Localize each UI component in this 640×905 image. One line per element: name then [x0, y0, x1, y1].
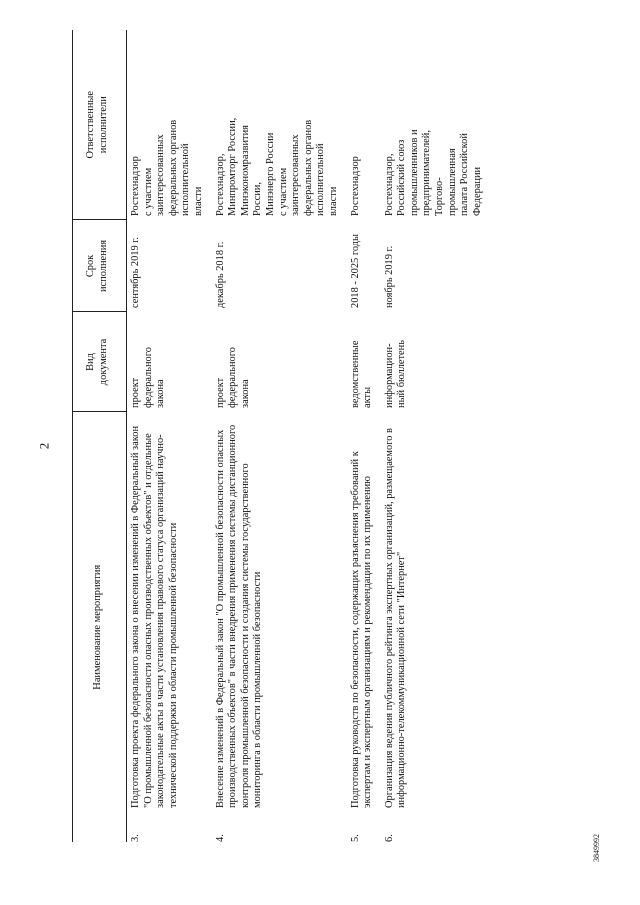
header-deadline: Срок исполнения	[73, 220, 127, 312]
document-type: проект федерального закона	[130, 347, 167, 408]
table-header-row	[73, 30, 127, 842]
header-document-type: Вид документа	[73, 312, 127, 412]
activity-name: Подготовка руководств по безопасности, содержащих разъяснения требований к экспертам и экспертным организациям и рекомендации по их применению	[349, 451, 374, 808]
table-row	[347, 30, 381, 842]
table-row	[381, 30, 491, 842]
deadline: сентябрь 2019 г.	[130, 237, 141, 308]
activities-table	[72, 30, 490, 842]
row-number: 5.	[349, 834, 361, 842]
activity-name: Подготовка проекта федерального закона о внесении изменений в Федеральный закон "О промышленной безопасности опасных производственных объектов" и отдельные законодательные акты в части установления правового статуса организаций научно-технической поддержки в области промышленной безопасности	[130, 425, 179, 808]
header-responsible: Ответственные исполнители	[73, 30, 127, 220]
responsible-executors: Ростехнадзор	[349, 156, 361, 216]
row-number: 6.	[383, 834, 395, 842]
table-row	[127, 30, 212, 842]
deadline: 2018 - 2025 годы	[349, 234, 361, 308]
activity-name: Организация ведения публичного рейтинга экспертных организаций, размещаемого в информационно-телекоммуникационной сети "Интернет"	[383, 428, 408, 808]
row-number: 4.	[214, 834, 226, 842]
table-row	[212, 30, 347, 842]
responsible-executors: Ростехнадзор, Российский союз промышленников и предпринимателей, Торгово- промышленная палата Российской Федерации	[383, 129, 483, 216]
document-code: 3849992	[592, 834, 601, 862]
document-type: ведомственные акты	[349, 340, 374, 408]
rotated-table-container	[72, 30, 490, 842]
page-number: 2	[36, 442, 52, 450]
activity-name: Внесение изменений в Федеральный закон "О промышленной безопасности опасных производственных объектов" в части внедрения применения системы дистанционного контроля промышленной безопасности и создания системы государственного мониторинга в области промышленной безопасности	[214, 424, 264, 808]
responsible-executors: Ростехнадзор с участием заинтересованных федеральных органов исполнительной власти	[130, 119, 204, 216]
document-type: информацион- ный бюллетень	[383, 340, 408, 408]
document-type: проект федерального закона	[214, 347, 251, 408]
header-activity-name: Наименование мероприятия	[73, 412, 127, 842]
deadline: ноябрь 2019 г.	[383, 245, 395, 308]
row-number: 3.	[130, 834, 141, 842]
responsible-executors: Ростехнадзор, Минпромторг России, Минэкономразвития России, Минэнерго России с участием заинтересованных федеральных органов исполнительной власти	[214, 117, 339, 216]
deadline: декабрь 2018 г.	[214, 241, 226, 308]
